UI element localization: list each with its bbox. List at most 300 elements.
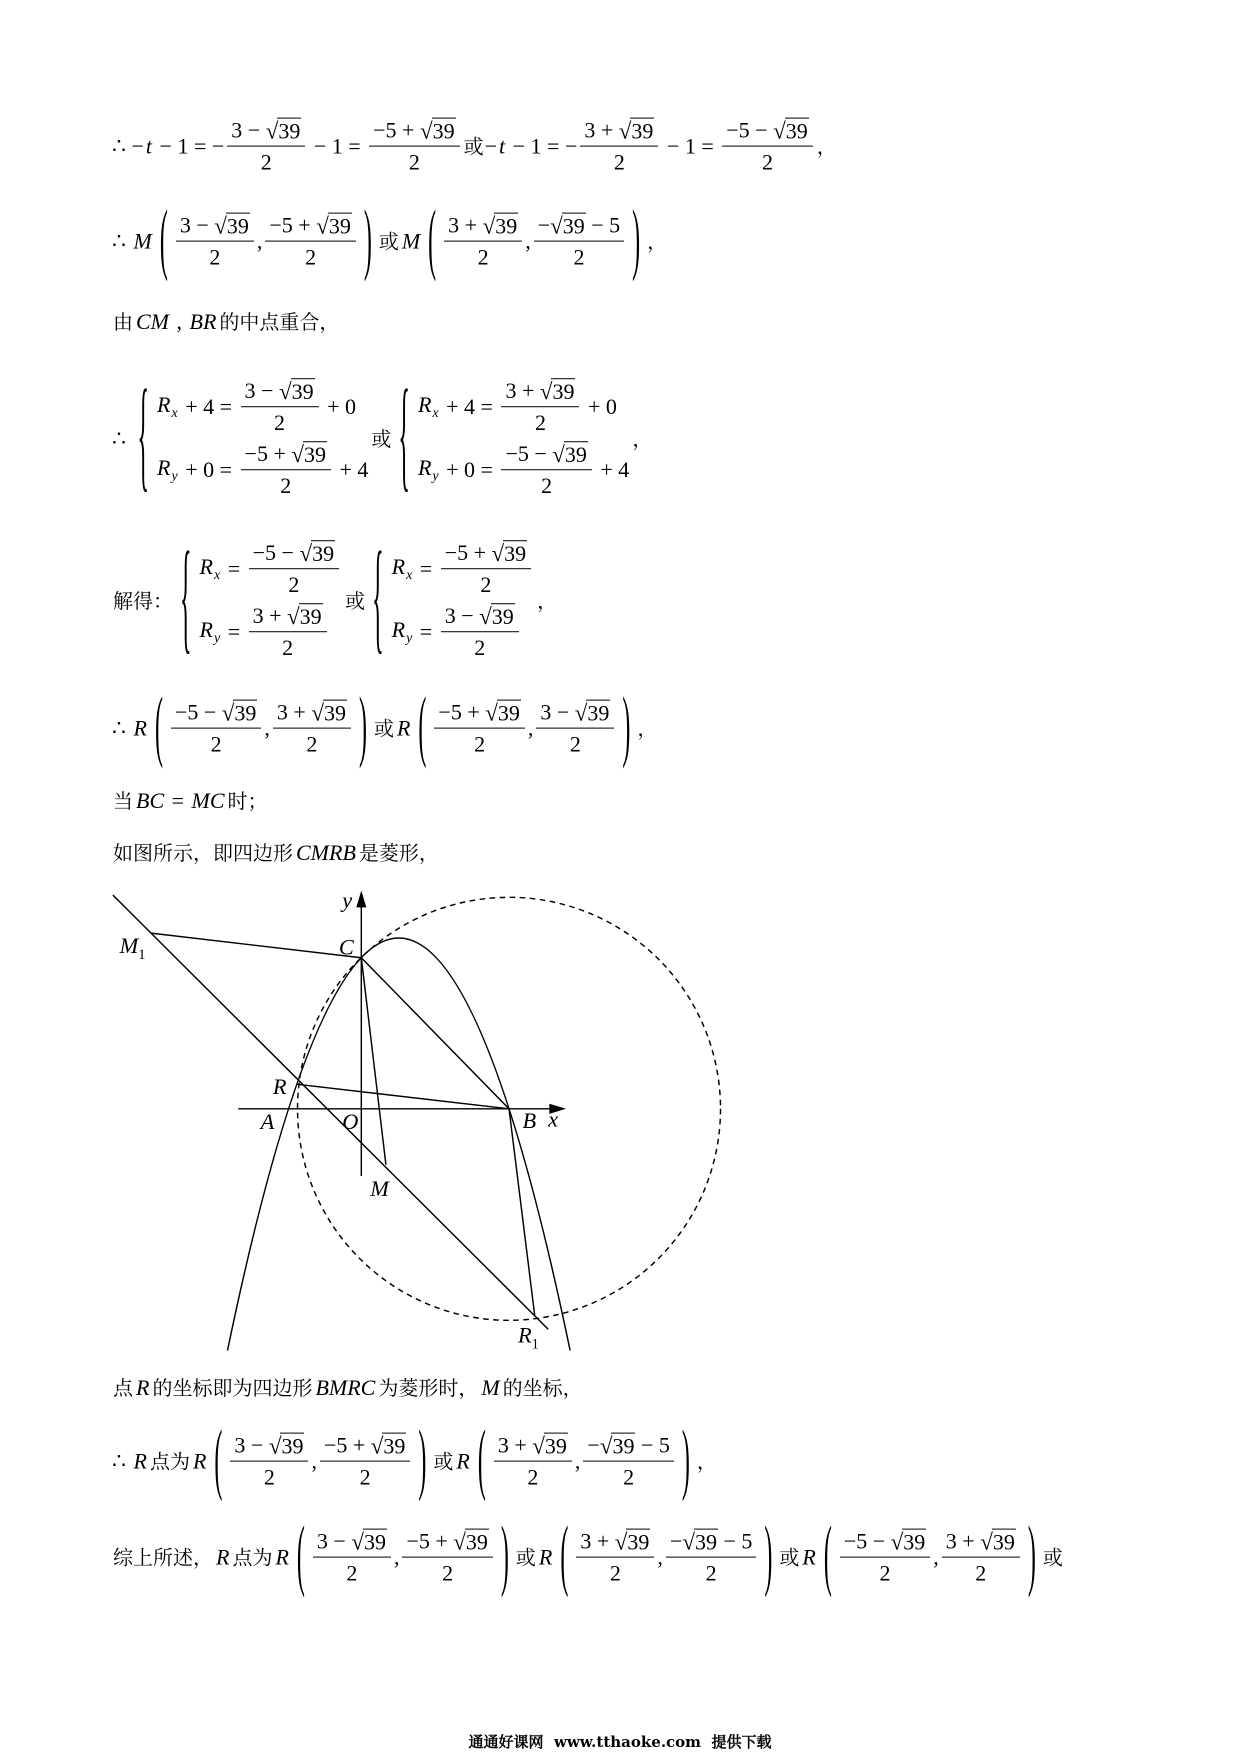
fraction	[249, 540, 339, 599]
solution-line-summary	[112, 1515, 1064, 1601]
text-run: 点	[113, 1375, 133, 1400]
equation-row	[198, 603, 343, 662]
radical-sign: √	[453, 1529, 466, 1555]
math-text: 3 −	[179, 212, 215, 238]
math-variable-letter: R	[133, 715, 147, 741]
solution-line-case-bc-mc	[112, 788, 269, 814]
math-text: ,	[574, 1448, 581, 1474]
label-m1-subscript: 1	[138, 946, 146, 963]
text-run: 解得：	[113, 589, 173, 613]
math-text: ∴	[112, 1448, 132, 1474]
square-root	[600, 1433, 636, 1459]
label-m1	[119, 933, 146, 963]
math-text: 2	[573, 245, 585, 270]
math-variable	[418, 455, 439, 486]
fraction	[441, 603, 519, 662]
math-text: ,	[311, 1448, 317, 1474]
math-text: 3 −	[231, 117, 266, 143]
math-variable	[192, 788, 225, 814]
text-run: 当	[113, 788, 133, 813]
radicand: 39	[299, 604, 322, 630]
label-o-text: O	[342, 1108, 359, 1134]
square-root	[485, 700, 521, 726]
radicand: 39	[234, 700, 257, 726]
fraction-denominator	[441, 632, 519, 661]
math-variable-letter: R	[396, 715, 411, 741]
text-run: 的坐标即为四边形	[152, 1375, 313, 1400]
math-variable-letter: M	[481, 1374, 500, 1400]
math-text: + 4 =	[440, 394, 499, 420]
math-variable-letter: R	[199, 554, 213, 580]
left-parenthesis: (	[159, 199, 168, 285]
math-variable	[418, 392, 439, 423]
math-text: 2	[705, 1561, 717, 1586]
fraction-denominator	[536, 729, 614, 758]
square-root	[980, 1529, 1016, 1555]
square-root	[311, 700, 347, 726]
math-variable	[397, 716, 410, 742]
math-variable	[499, 134, 505, 160]
math-text: ∴	[112, 715, 132, 741]
math-text: 2	[527, 1465, 539, 1490]
label-x-text: x	[548, 1106, 559, 1132]
math-variable-letter: t	[499, 133, 506, 159]
fraction	[840, 1529, 930, 1588]
math-text: 3 +	[505, 378, 540, 404]
radicand: 39	[544, 1433, 567, 1459]
label-r1-text: R	[517, 1322, 532, 1348]
fraction	[501, 441, 591, 500]
fraction-numerator	[273, 700, 351, 729]
radical-sign: √	[419, 118, 433, 144]
math-text: − 5	[635, 1432, 670, 1458]
math-text: −5 +	[438, 699, 486, 725]
text-run: 点为	[232, 1546, 273, 1570]
math-text: 2	[480, 572, 492, 598]
math-text: + 4	[594, 457, 630, 483]
fraction-numerator	[840, 1529, 930, 1558]
math-variable-letter: R	[157, 454, 171, 480]
fraction-numerator	[441, 540, 531, 569]
left-parenthesis: (	[823, 1515, 832, 1601]
equation-rows	[155, 378, 368, 500]
geometry-figure	[106, 885, 733, 1355]
fraction-numerator	[241, 441, 331, 470]
math-text: 2	[263, 1465, 275, 1490]
math-variable-letter: M	[133, 228, 152, 254]
text-run: 时；	[227, 788, 268, 813]
math-text: 2	[623, 1465, 635, 1490]
math-text: −5 −	[726, 117, 774, 143]
math-text: −	[669, 1528, 683, 1554]
math-text: =	[414, 619, 438, 645]
math-subscript: y	[213, 630, 221, 646]
radicand: 39	[363, 1529, 386, 1555]
math-variable	[802, 1545, 815, 1571]
math-variable	[136, 1375, 149, 1401]
math-variable	[456, 1449, 469, 1475]
equation-row	[155, 378, 368, 437]
math-variable-letter: CMRB	[296, 839, 356, 865]
coordinate-pair	[310, 1529, 496, 1588]
parenthesized-coordinates	[155, 199, 377, 285]
math-text: −5 +	[269, 212, 317, 238]
math-variable	[216, 1545, 229, 1571]
coordinate-pair	[173, 213, 359, 272]
y-axis-arrow	[356, 891, 366, 908]
equation-system	[394, 371, 630, 507]
text-run: 或	[345, 589, 366, 613]
radical-sign: √	[265, 118, 279, 144]
fraction	[576, 1529, 654, 1588]
math-variable-letter: BC	[136, 787, 165, 813]
math-text: 3 +	[276, 699, 312, 725]
math-text: 3 +	[945, 1528, 981, 1554]
square-root	[266, 118, 302, 144]
fraction-denominator	[313, 1558, 391, 1587]
fraction	[313, 1529, 391, 1588]
math-variable	[200, 617, 221, 648]
math-text: 2	[761, 150, 773, 175]
text-run: 或	[373, 717, 394, 741]
text-run: 或	[371, 427, 392, 451]
math-subscript: x	[171, 406, 178, 422]
square-root	[615, 1529, 651, 1555]
math-text: −5 +	[323, 1432, 371, 1458]
fraction-denominator	[227, 147, 305, 176]
right-parenthesis: )	[418, 1419, 427, 1505]
square-root	[453, 1529, 489, 1555]
square-root	[316, 213, 352, 239]
square-root	[532, 1433, 568, 1459]
math-variable	[392, 617, 413, 648]
fraction	[536, 700, 614, 759]
math-variable	[275, 1545, 288, 1571]
square-root	[575, 700, 611, 726]
fraction-numerator	[722, 118, 812, 147]
label-r	[272, 1074, 287, 1099]
fraction	[494, 1433, 572, 1492]
radical-sign: √	[599, 1433, 613, 1459]
coordinate-pair	[573, 1529, 759, 1588]
text-run: 或	[433, 1450, 454, 1474]
fraction-denominator	[666, 1558, 756, 1587]
math-text: 2	[609, 1561, 621, 1586]
radical-sign: √	[980, 1529, 993, 1555]
label-y	[340, 887, 352, 912]
radicand: 39	[291, 379, 314, 405]
radicand: 39	[631, 118, 654, 144]
math-text: 2	[210, 732, 222, 757]
radicand: 39	[504, 541, 527, 567]
math-variable	[315, 1375, 375, 1401]
math-subscript: y	[406, 630, 413, 646]
math-text: 2	[274, 410, 286, 436]
square-root	[291, 441, 327, 467]
fraction-numerator	[536, 700, 614, 729]
fraction	[583, 1433, 673, 1492]
fraction-denominator	[241, 470, 331, 499]
square-root	[269, 1433, 305, 1459]
solution-line-equation-systems	[112, 371, 653, 507]
math-text: =	[166, 787, 190, 813]
fraction-denominator	[171, 729, 261, 758]
radicand: 39	[903, 1529, 926, 1555]
solution-line-midpoint	[112, 309, 340, 335]
fraction	[241, 378, 319, 437]
math-text: + 0	[321, 394, 356, 420]
radical-sign: √	[890, 1529, 904, 1555]
fraction	[441, 540, 531, 599]
radical-sign: √	[268, 1433, 282, 1459]
solution-line-r-points	[112, 1419, 718, 1505]
label-a-text: A	[260, 1108, 275, 1134]
math-text: −5 −	[505, 441, 553, 466]
equation-system	[176, 533, 342, 669]
fraction-numerator	[227, 118, 305, 147]
math-subscript: y	[171, 468, 178, 484]
fraction-denominator	[249, 632, 327, 661]
fraction-denominator	[501, 470, 591, 499]
math-variable-letter: R	[192, 1448, 207, 1474]
right-parenthesis: )	[500, 1515, 509, 1601]
radicand: 39	[281, 1433, 304, 1459]
parenthesized-coordinates	[150, 686, 372, 772]
square-root	[773, 118, 809, 144]
square-root	[279, 378, 315, 404]
square-root	[420, 118, 456, 144]
math-text: − 5	[585, 212, 621, 238]
math-text: 3 −	[234, 1432, 269, 1458]
fraction	[666, 1529, 756, 1588]
math-variable	[157, 392, 178, 423]
equation-system	[134, 371, 369, 507]
radical-sign: √	[214, 213, 227, 239]
coordinate-pair	[441, 213, 627, 272]
math-variable-letter: R	[802, 1544, 816, 1570]
left-parenthesis: (	[418, 686, 427, 772]
right-parenthesis: )	[681, 1419, 690, 1505]
segment-c-m	[361, 958, 386, 1165]
radicand: 39	[612, 1433, 635, 1459]
math-variable-letter: MC	[191, 787, 225, 813]
fraction-denominator	[176, 242, 254, 271]
fraction-denominator	[320, 1462, 410, 1491]
radicand: 39	[432, 118, 455, 144]
math-text: 2	[305, 245, 317, 270]
right-parenthesis: )	[358, 686, 367, 772]
math-variable	[392, 554, 413, 585]
math-subscript: x	[213, 568, 221, 584]
math-subscript: y	[432, 468, 439, 484]
math-subscript: x	[432, 406, 439, 422]
fraction	[249, 603, 327, 662]
fraction-numerator	[320, 1433, 410, 1462]
left-parenthesis: (	[214, 1419, 223, 1505]
fraction-denominator	[942, 1558, 1020, 1587]
math-variable	[134, 716, 147, 742]
segment-m1-c	[151, 933, 361, 958]
math-text: 2	[282, 635, 294, 661]
math-text: + 0 =	[179, 457, 238, 483]
math-variable	[402, 229, 420, 255]
radicand: 39	[992, 1529, 1015, 1555]
fraction-denominator	[273, 729, 351, 758]
math-variable	[200, 554, 221, 585]
text-run: 或	[463, 135, 484, 159]
right-parenthesis: )	[764, 1515, 773, 1601]
fraction	[265, 213, 355, 272]
text-run: 点为	[149, 1450, 190, 1474]
fraction-numerator	[534, 213, 624, 242]
math-text: −5 −	[174, 699, 222, 725]
math-text: 2	[442, 1561, 454, 1586]
math-text: −	[484, 133, 498, 159]
square-root	[682, 1529, 718, 1555]
fraction	[501, 378, 579, 437]
text-run: ，	[647, 230, 668, 254]
fraction	[241, 441, 331, 500]
radical-sign: √	[682, 1529, 695, 1555]
radicand: 39	[303, 442, 326, 468]
math-text: 3 +	[584, 117, 619, 143]
radicand: 39	[562, 213, 585, 239]
parenthesized-coordinates	[209, 1419, 431, 1505]
footer-suffix: 提供下载	[711, 1733, 772, 1751]
math-text: =	[222, 556, 246, 582]
right-parenthesis: )	[363, 199, 372, 285]
square-root	[550, 213, 586, 239]
radicand: 39	[495, 213, 518, 239]
math-text: ,	[171, 308, 188, 334]
fraction-denominator	[402, 1558, 492, 1587]
left-brace: {	[398, 371, 410, 507]
fraction-denominator	[580, 147, 658, 176]
fraction-numerator	[313, 1529, 391, 1558]
math-text: − 5	[717, 1528, 753, 1554]
square-root	[371, 1433, 407, 1459]
label-y-text: y	[342, 887, 353, 913]
square-root	[891, 1529, 927, 1555]
radical-sign: √	[614, 1529, 628, 1555]
parenthesized-coordinates	[555, 1515, 777, 1601]
equation-row	[198, 540, 343, 599]
math-text: ∴ −	[112, 133, 144, 159]
fraction-numerator	[249, 540, 339, 569]
fraction-numerator	[171, 700, 261, 729]
math-text: 2	[306, 732, 318, 757]
text-run: ，	[696, 1450, 717, 1474]
parenthesized-coordinates	[473, 1419, 695, 1505]
fraction-denominator	[534, 242, 624, 271]
fraction	[369, 118, 459, 177]
radical-sign: √	[278, 379, 292, 405]
math-variable	[190, 309, 217, 335]
math-text: ∴	[112, 228, 132, 254]
radical-sign: √	[485, 700, 498, 726]
math-text: 3 −	[444, 603, 480, 628]
math-text: 2	[209, 245, 221, 270]
math-variable-letter: t	[145, 133, 153, 159]
math-variable-letter: BR	[189, 308, 217, 334]
math-text: ∴	[112, 425, 132, 451]
text-run: ，	[537, 589, 558, 613]
math-text: 2	[541, 473, 553, 499]
math-text: 2	[260, 150, 272, 175]
radical-sign: √	[552, 442, 565, 468]
equation-row	[390, 540, 535, 599]
radical-sign: √	[532, 1433, 545, 1459]
fraction-denominator	[722, 147, 812, 176]
left-parenthesis: (	[296, 1515, 305, 1601]
math-text: − 1 =	[308, 133, 367, 159]
text-run: 由	[113, 309, 133, 334]
right-parenthesis: )	[632, 199, 641, 285]
fraction-denominator	[501, 408, 579, 437]
math-text: 2	[613, 150, 625, 175]
square-root	[619, 118, 655, 144]
math-text: 2	[346, 1561, 358, 1586]
equation-rows	[390, 540, 535, 662]
radicand: 39	[323, 700, 346, 726]
math-text: ,	[393, 1544, 400, 1570]
math-text: − 1 = −	[507, 133, 578, 159]
math-text: 3 −	[540, 699, 575, 725]
equation-row	[416, 441, 629, 500]
solution-line-solved-systems	[112, 533, 558, 669]
footer	[0, 1731, 1240, 1752]
math-text: ,	[525, 228, 531, 254]
radical-sign: √	[550, 213, 563, 239]
fraction-numerator	[402, 1529, 492, 1558]
coordinate-pair	[168, 700, 354, 759]
fraction	[320, 1433, 410, 1492]
fraction	[434, 700, 524, 759]
coordinate-pair	[837, 1529, 1023, 1588]
math-variable	[134, 229, 152, 255]
fraction-denominator	[441, 570, 531, 599]
math-text: −5 +	[244, 441, 292, 466]
math-text: −	[587, 1432, 600, 1458]
fraction	[273, 700, 351, 759]
radicand: 39	[383, 1433, 406, 1459]
radicand: 39	[497, 700, 520, 726]
fraction	[230, 1433, 308, 1492]
square-root	[287, 603, 323, 629]
segment-b-r1	[509, 1109, 535, 1316]
text-run: 如图所示，即四边形	[113, 840, 293, 865]
fraction-denominator	[583, 1462, 673, 1491]
radicand: 39	[312, 541, 335, 567]
fraction	[402, 1529, 492, 1588]
label-m	[369, 1176, 390, 1201]
square-root	[351, 1529, 387, 1555]
math-variable-letter: R	[417, 392, 432, 418]
left-parenthesis: (	[154, 686, 163, 772]
math-text: ,	[256, 228, 263, 254]
square-root	[222, 700, 258, 726]
left-brace: {	[137, 371, 150, 507]
math-text: 2	[280, 473, 292, 499]
math-text: ,	[933, 1544, 939, 1570]
math-text: −5 −	[252, 540, 300, 566]
square-root	[552, 441, 588, 467]
fraction-numerator	[230, 1433, 308, 1462]
solution-line-r-as-m	[112, 1375, 584, 1401]
fraction	[580, 118, 658, 177]
math-variable-letter: M	[401, 228, 421, 254]
math-variable	[193, 1449, 206, 1475]
